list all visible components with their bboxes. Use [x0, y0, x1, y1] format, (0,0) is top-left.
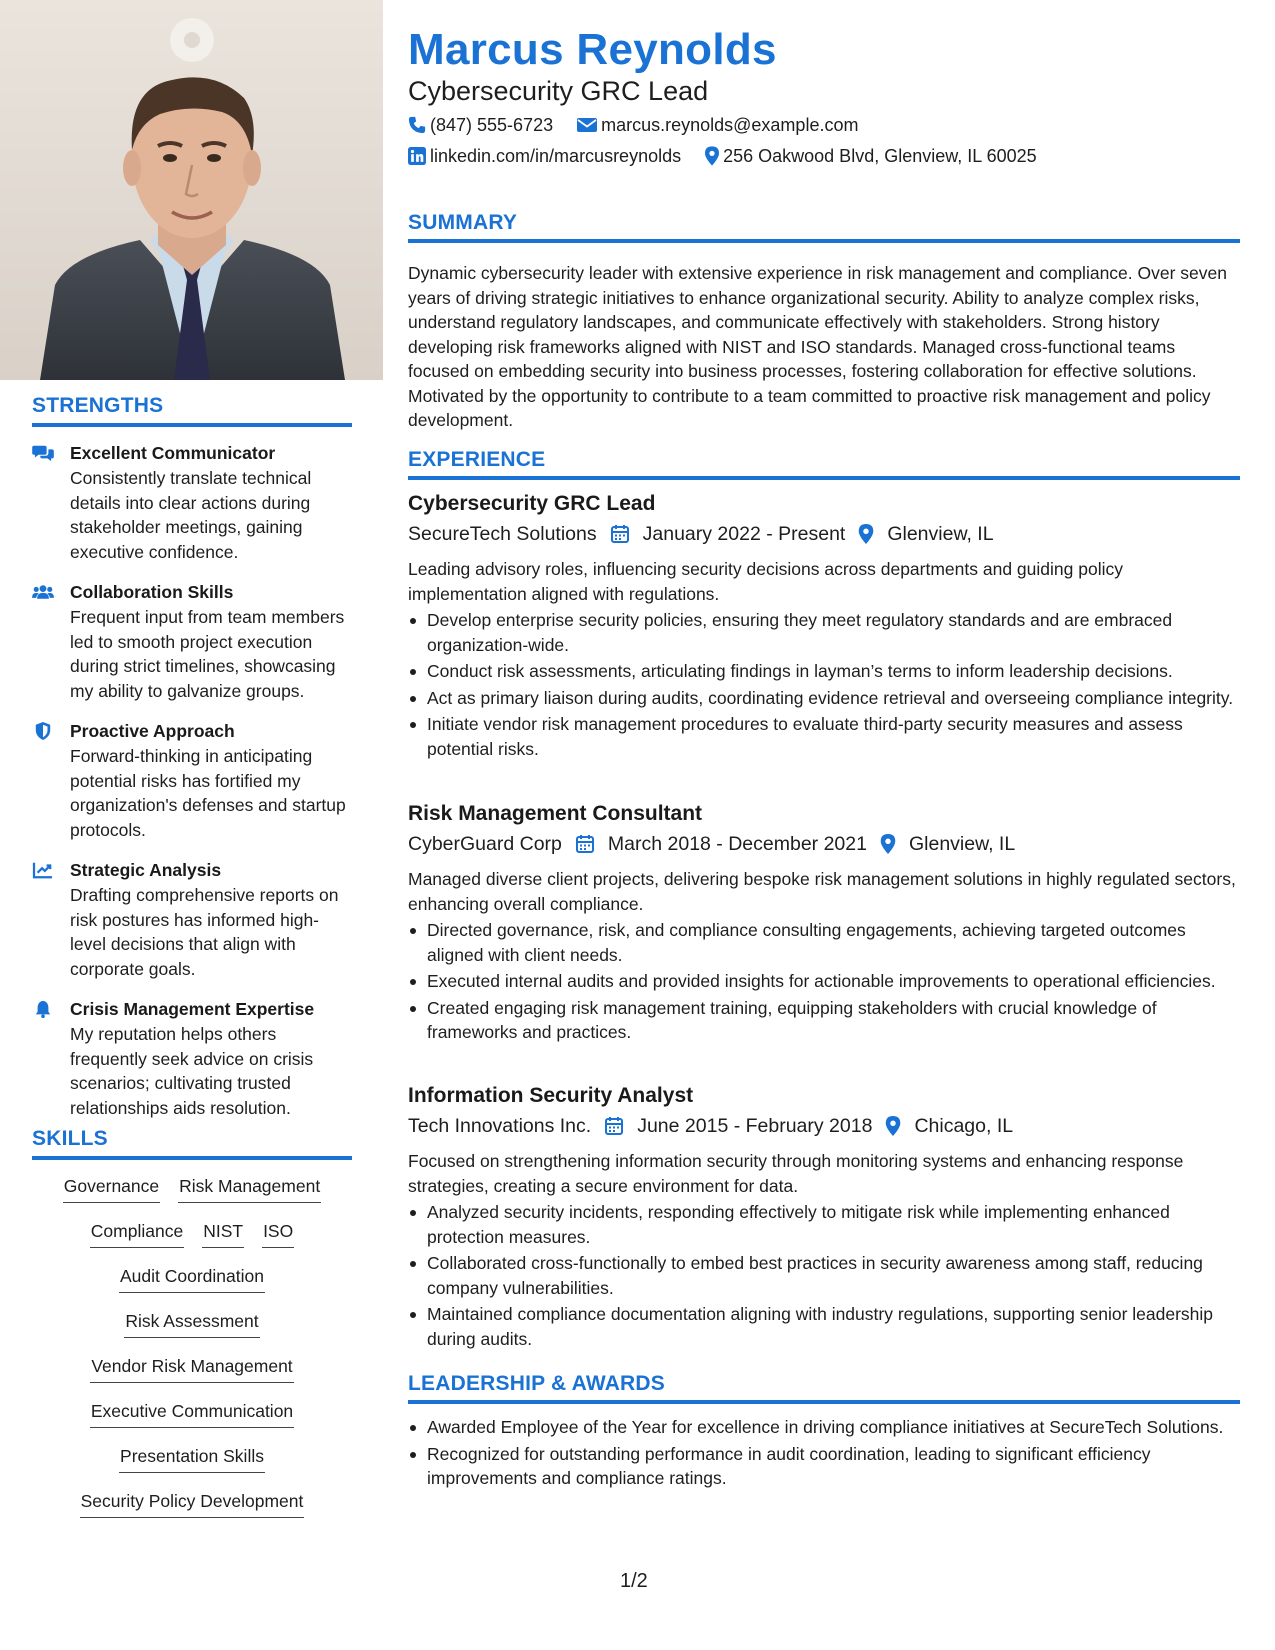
- job-bullet: Executed internal audits and provided insights for actionable improvements to operational efficiencies.: [408, 969, 1240, 994]
- summary-text: Dynamic cybersecurity leader with extensive experience in risk management and compliance. Over seven years of driving strategic initiatives to enhance organizational security. Ability to analyze complex risks, understand regulatory landscapes, and communicate effectively with stakeholders. Strong history developing risk frameworks aligned with NIST and ISO standards. Managed cross-functional teams focused on embedding security into business processes, fostering collaboration for effective solutions. Motivated by the opportunity to contribute to a team committed to proactive risk management and policy development.: [408, 263, 1227, 430]
- strengths-heading: STRENGTHS: [32, 394, 352, 427]
- skill-row: [32, 1354, 352, 1399]
- skills-section: [32, 1127, 352, 1534]
- strength-item: [32, 719, 352, 842]
- job-bullet: Act as primary liaison during audits, coordinating evidence retrieval and overseeing compliance integrity.: [408, 686, 1240, 711]
- job-title: Cybersecurity GRC Lead: [408, 492, 656, 515]
- calendar-icon: [604, 1116, 624, 1136]
- phone-contact[interactable]: [408, 113, 553, 137]
- job-bullet: Conduct risk assessments, articulating findings in layman’s terms to inform leadership decisions.: [408, 659, 1240, 684]
- strength-title: Excellent Communicator: [70, 443, 276, 463]
- job-company: CyberGuard Corp: [408, 833, 562, 855]
- address-contact: [705, 144, 1037, 168]
- skill-tag: Executive Communication: [90, 1399, 294, 1428]
- job-bullets: [408, 918, 1240, 1047]
- calendar-icon: [610, 524, 630, 544]
- strength-item: [32, 997, 352, 1120]
- job-company: Tech Innovations Inc.: [408, 1115, 592, 1137]
- job-location: Glenview, IL: [887, 523, 994, 545]
- skill-tag: Risk Assessment: [124, 1309, 259, 1338]
- phone-icon: [408, 116, 426, 134]
- award-item: Recognized for outstanding performance in audit coordination, leading to significant efficiency improvements and compliance ratings.: [408, 1442, 1240, 1491]
- awards-list: [408, 1415, 1240, 1493]
- skill-tag: Risk Management: [178, 1174, 321, 1203]
- job-bullet: Created engaging risk management training, equipping stakeholders with crucial knowledge of frameworks and practices.: [408, 996, 1240, 1045]
- strength-item: [32, 580, 352, 703]
- linkedin-contact[interactable]: [408, 144, 681, 168]
- strength-description: Consistently translate technical details into clear actions during stakeholder meetings, gaining executive confidence.: [70, 468, 312, 562]
- email-text: marcus.reynolds@example.com: [601, 115, 859, 135]
- skill-tag: Governance: [63, 1174, 160, 1203]
- strength-description: My reputation helps others frequently seek advice on crisis scenarios; cultivating trusted relationships aids resolution.: [70, 1024, 314, 1118]
- phone-text: (847) 555-6723: [430, 115, 554, 135]
- skill-tag: ISO: [262, 1219, 294, 1248]
- strength-item: [32, 441, 352, 564]
- job-dates: June 2015 - February 2018: [637, 1115, 873, 1137]
- skill-row: [32, 1219, 352, 1264]
- job-meta: [408, 520, 994, 548]
- skill-row: [32, 1444, 352, 1489]
- map-marker-icon: [705, 146, 719, 166]
- skill-tag: Compliance: [90, 1219, 184, 1248]
- skill-tag: Audit Coordination: [119, 1264, 265, 1293]
- job-company: SecureTech Solutions: [408, 523, 597, 545]
- strength-description: Drafting comprehensive reports on risk postures has informed high-level decisions that align with corporate goals.: [70, 885, 339, 979]
- map-marker-icon: [885, 1116, 901, 1136]
- job-bullet: Initiate vendor risk management procedures to evaluate third-party security measures and assess potential risks.: [408, 712, 1240, 761]
- users-icon: [32, 583, 56, 601]
- job-location: Chicago, IL: [914, 1115, 1014, 1137]
- job-intro: Focused on strengthening information security through monitoring systems and enhancing response strategies, creating a secure environment for data.: [408, 1151, 1184, 1196]
- envelope-icon: [577, 117, 597, 133]
- job-bullets: [408, 608, 1240, 763]
- candidate-title: Cybersecurity GRC Lead: [408, 76, 709, 106]
- strength-title: Strategic Analysis: [70, 860, 222, 880]
- job-title: Information Security Analyst: [408, 1084, 694, 1107]
- strength-item: [32, 858, 352, 981]
- skill-row: [32, 1174, 352, 1219]
- experience-heading: EXPERIENCE: [408, 448, 1240, 480]
- job-bullet: Maintained compliance documentation aligning with industry regulations, supporting senior leadership during audits.: [408, 1302, 1240, 1351]
- strength-title: Collaboration Skills: [70, 582, 234, 602]
- map-marker-icon: [858, 524, 874, 544]
- job-bullet: Collaborated cross-functionally to embed best practices in security awareness among staff, reducing company vulnerabilities.: [408, 1251, 1240, 1300]
- linkedin-icon: [408, 147, 426, 165]
- strength-title: Proactive Approach: [70, 721, 235, 741]
- email-contact[interactable]: [577, 113, 858, 137]
- chart-line-icon: [32, 861, 56, 879]
- skill-tag: Presentation Skills: [119, 1444, 265, 1473]
- summary-heading: SUMMARY: [408, 211, 1240, 243]
- skill-row: [32, 1399, 352, 1444]
- bell-icon: [32, 1000, 56, 1018]
- contact-row: [408, 113, 882, 137]
- job-meta: [408, 1112, 1013, 1140]
- profile-photo: [0, 0, 383, 380]
- strength-title: Crisis Management Expertise: [70, 999, 315, 1019]
- job-location: Glenview, IL: [908, 833, 1016, 855]
- address-text: 256 Oakwood Blvd, Glenview, IL 60025: [723, 146, 1037, 166]
- contact-row: [408, 144, 1061, 168]
- job-intro: Leading advisory roles, influencing security decisions across departments and guiding policy implementation aligned with regulations.: [408, 559, 1123, 604]
- skill-row: [32, 1489, 352, 1534]
- award-item: Awarded Employee of the Year for excellence in driving compliance initiatives at SecureTech Solutions.: [408, 1415, 1240, 1440]
- candidate-name: Marcus Reynolds: [408, 25, 777, 74]
- strength-description: Frequent input from team members led to smooth project execution during strict timelines, showcasing my ability to galvanize groups.: [70, 607, 345, 701]
- strength-description: Forward-thinking in anticipating potential risks has fortified my organization's defenses and startup protocols.: [70, 746, 346, 840]
- strengths-section: [32, 394, 352, 1120]
- calendar-icon: [575, 834, 595, 854]
- skill-tag: Vendor Risk Management: [90, 1354, 293, 1383]
- skill-row: [32, 1264, 352, 1309]
- job-dates: March 2018 - December 2021: [607, 833, 867, 855]
- skill-tag: Security Policy Development: [80, 1489, 305, 1518]
- skills-heading: SKILLS: [32, 1127, 352, 1160]
- linkedin-text: linkedin.com/in/marcusreynolds: [430, 146, 682, 166]
- job-title: Risk Management Consultant: [408, 802, 703, 825]
- job-dates: January 2022 - Present: [642, 523, 846, 545]
- job-bullet: Analyzed security incidents, responding effectively to mitigate risk while implementing enhanced protection measures.: [408, 1200, 1240, 1249]
- skill-row: [32, 1309, 352, 1354]
- awards-heading: LEADERSHIP & AWARDS: [408, 1372, 1240, 1404]
- shield-icon: [32, 722, 56, 740]
- skill-tag: NIST: [202, 1219, 244, 1248]
- job-bullets: [408, 1200, 1240, 1353]
- job-bullet: Directed governance, risk, and compliance consulting engagements, achieving targeted outcomes aligned with client needs.: [408, 918, 1240, 967]
- map-marker-icon: [880, 834, 896, 854]
- job-bullet: Develop enterprise security policies, ensuring they meet regulatory standards and are embraced organization-wide.: [408, 608, 1240, 657]
- left-column: [0, 0, 383, 1650]
- skills-list: [32, 1174, 352, 1534]
- comments-icon: [32, 444, 56, 462]
- job-meta: [408, 830, 1015, 858]
- job-intro: Managed diverse client projects, delivering bespoke risk management solutions in highly regulated sectors, enhancing overall compliance.: [408, 869, 1236, 914]
- page-number: 1/2: [620, 1570, 648, 1592]
